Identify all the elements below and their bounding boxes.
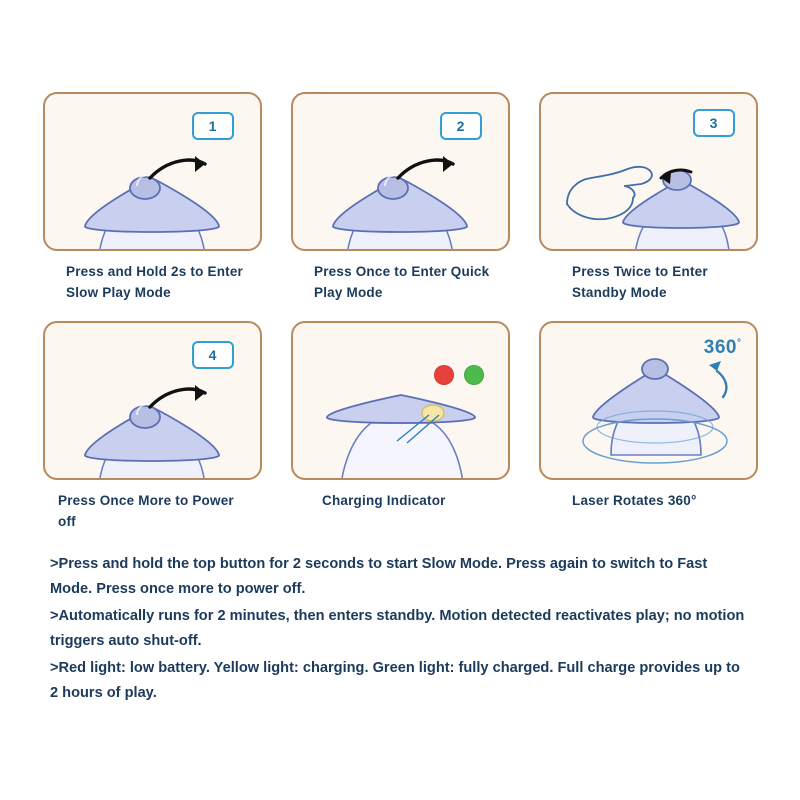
instruction-cell-3 xyxy=(524,92,772,303)
green-led-icon xyxy=(464,365,484,385)
panel-badge-2: 2 xyxy=(440,112,482,140)
panel-press-once-more-power-off xyxy=(43,321,262,480)
panel-caption-6: Laser Rotates 360° xyxy=(572,493,697,508)
panel-badge-1: 1 xyxy=(192,112,234,140)
panel-badge-3: 3 xyxy=(693,109,735,137)
instruction-panel-grid xyxy=(28,92,772,532)
instruction-notes xyxy=(50,552,750,708)
instruction-cell-4 xyxy=(28,321,276,532)
panel-badge-4: 4 xyxy=(192,341,234,369)
panel-press-once-quick-mode xyxy=(291,92,510,251)
panel-press-twice-standby xyxy=(539,92,758,251)
panel-charging-indicator xyxy=(291,321,510,480)
charging-led-group xyxy=(434,365,484,385)
red-led-icon xyxy=(434,365,454,385)
note-line-1: >Press and hold the top button for 2 seconds to start Slow Mode. Press again to switch to Fast Mode. Press once more to power off. xyxy=(50,556,708,597)
note-line-2: >Automatically runs for 2 minutes, then enters standby. Motion detected reactivates play; no motion triggers auto shut-off. xyxy=(50,608,745,649)
instruction-cell-5 xyxy=(276,321,524,532)
instruction-cell-1 xyxy=(28,92,276,303)
panel-caption-2: Press Once to Enter Quick Play Mode xyxy=(314,264,490,300)
panel-caption-3: Press Twice to Enter Standby Mode xyxy=(572,264,708,300)
instruction-cell-6 xyxy=(524,321,772,532)
device-charging-indicator-icon xyxy=(293,323,508,478)
rotation-value: 360 xyxy=(703,337,737,358)
instruction-cell-2 xyxy=(276,92,524,303)
grid-row-spacer xyxy=(28,303,772,321)
panel-caption-4: Press Once More to Power off xyxy=(58,493,234,529)
panel-press-hold-slow-mode xyxy=(43,92,262,251)
rotation-label xyxy=(704,337,742,359)
panel-laser-rotates-360 xyxy=(539,321,758,480)
panel-caption-1: Press and Hold 2s to Enter Slow Play Mode xyxy=(66,264,243,300)
degree-symbol: ° xyxy=(737,337,742,349)
note-line-3: >Red light: low battery. Yellow light: charging. Green light: fully charged. Full charge provides up to 2 hours of play. xyxy=(50,660,740,701)
panel-caption-5: Charging Indicator xyxy=(322,493,446,508)
